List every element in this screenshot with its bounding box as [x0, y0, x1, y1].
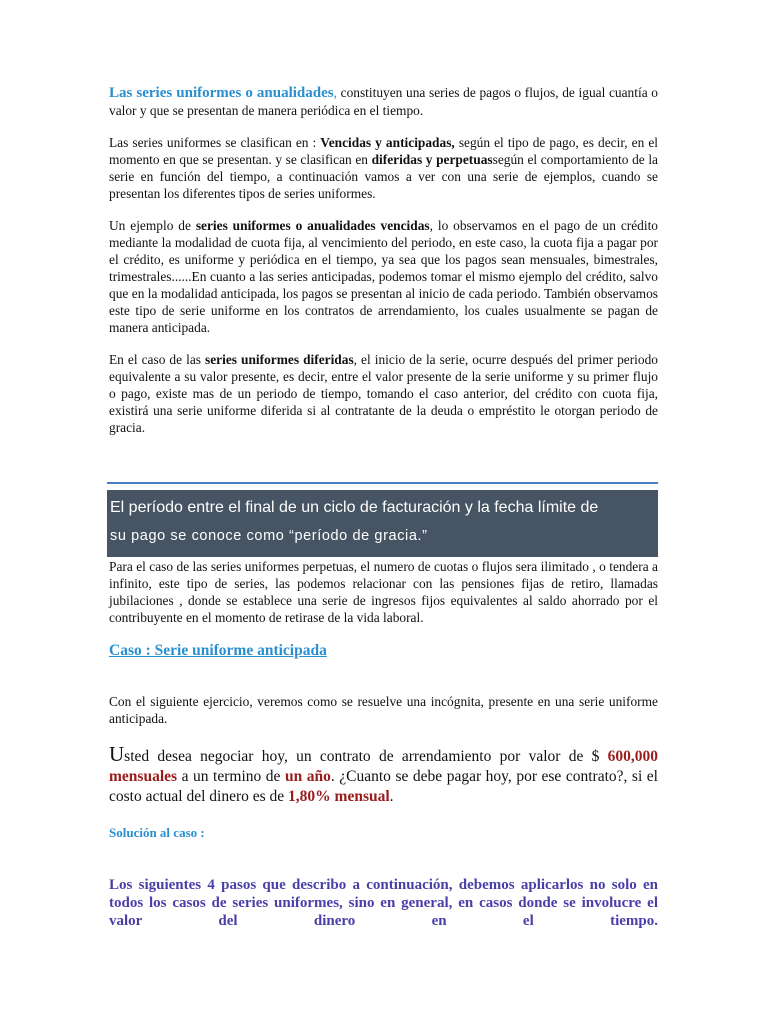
- diferidas-paragraph: [109, 351, 658, 436]
- solution-heading: Solución al caso :: [109, 825, 205, 840]
- perpetuas-block: [109, 558, 658, 626]
- problem-term: un año: [284, 768, 331, 785]
- vencidas-bold: series uniformes o anualidades vencidas: [195, 218, 430, 233]
- classification-text-3: según el comportamiento de la serie en función del tiempo, a continuación vamos a ver con una serie de ejemplos, cuando se presentan los diferentes tipos de series uniformes.: [109, 152, 658, 201]
- case-heading: Caso : Serie uniforme anticipada: [109, 642, 327, 659]
- classification-paragraph: [109, 134, 658, 202]
- diferidas-text-1: En el caso de las: [109, 352, 206, 367]
- steps-block: [109, 876, 658, 930]
- intro-paragraph: [109, 84, 658, 119]
- intro-title: Las series uniformes o anualidades: [109, 85, 334, 101]
- document-body: [109, 84, 658, 451]
- diferidas-bold: series uniformes diferidas: [205, 352, 354, 367]
- classification-bold-1: Vencidas y anticipadas,: [320, 135, 455, 150]
- problem-text-2: a un termino de: [177, 768, 285, 785]
- problem-text-1: sted desea negociar hoy, un contrato de arrendamiento por valor de $: [124, 748, 608, 765]
- intro-title-comma: ,: [333, 85, 337, 100]
- intro-text: constituyen una series de pagos o flujos, de igual cuantía o valor y que se presentan de manera periódica en el tiempo.: [109, 85, 658, 118]
- problem-text-3: . ¿Cuanto se debe pagar hoy, por ese contrato?, si el costo actual del dinero es de: [109, 768, 658, 805]
- classification-bold-2: diferidas y perpetuas: [371, 152, 493, 167]
- problem-rate: 1,80% mensual: [288, 788, 390, 805]
- exercise-paragraph: Con el siguiente ejercicio, veremos como se resuelve una incógnita, presente en una serie uniforme anticipada.: [109, 694, 658, 726]
- steps-paragraph: Los siguientes 4 pasos que describo a continuación, debemos aplicarlos no solo en todos los casos de series uniformes, sino en general, en casos donde se involucre el valor del dinero en el tiempo.: [109, 877, 658, 929]
- vencidas-text-1: Un ejemplo de: [109, 218, 196, 233]
- vencidas-paragraph: [109, 217, 658, 336]
- classification-text-2: según el tipo de pago, es decir, en el momento en que se presentan. y se clasifican en: [109, 135, 658, 167]
- horizontal-divider: [107, 482, 658, 484]
- perpetuas-paragraph: Para el caso de las series uniformes perpetuas, el numero de cuotas o flujos sera ilimitado , o tendera a infinito, este tipo de series, las podemos relacionar con las pensiones fijas de retiro, llamadas jubilaciones , donde se establece una serie de ingresos fijos equivalentes al saldo ahorrado por el contribuyente en el momento de retirase de la vida laboral.: [109, 559, 658, 625]
- problem-paragraph: [109, 744, 658, 807]
- diferidas-text-2: , el inicio de la serie, ocurre después del primer periodo equivalente a su valor presente, es decir, entre el valor presente de la serie uniforme y su primer flujo o pago, existe mas de un periodo de tiempo, tomando el caso anterior, del crédito con cuota fija, existirá una serie uniforme diferida si al contratante de la deuda o empréstito le otorgan periodo de gracia.: [109, 352, 658, 435]
- classification-text-1: Las series uniformes se clasifican en :: [109, 135, 321, 150]
- problem-block: [109, 744, 658, 807]
- drop-initial: U: [109, 742, 125, 766]
- callout-line-2: su pago se conoce como “período de gracia.”: [110, 528, 428, 544]
- vencidas-text-2: , lo observamos en el pago de un crédito mediante la modalidad de cuota fija, al vencimiento del periodo, en este caso, la cuota fija a pagar por el crédito, es uniforme y periódica en el tiempo, ya sea que los pagos sean mensuales, bimestrales, trimestrales......En cuanto a las series anticipadas, podemos tomar el mismo ejemplo del crédito, salvo que en la modalidad anticipada, los pagos se presentan al inicio de cada periodo. También observamos este tipo de serie uniforme en los contratos de arrendamiento, los cuales usualmente se pagan de manera anticipada.: [109, 218, 658, 335]
- problem-text-4: .: [389, 788, 394, 805]
- exercise-block: [109, 693, 658, 727]
- callout-line-1: El período entre el final de un ciclo de facturación y la fecha límite de: [110, 499, 599, 516]
- problem-amount: 600,000 mensuales: [109, 748, 658, 785]
- grace-period-callout: [107, 490, 658, 557]
